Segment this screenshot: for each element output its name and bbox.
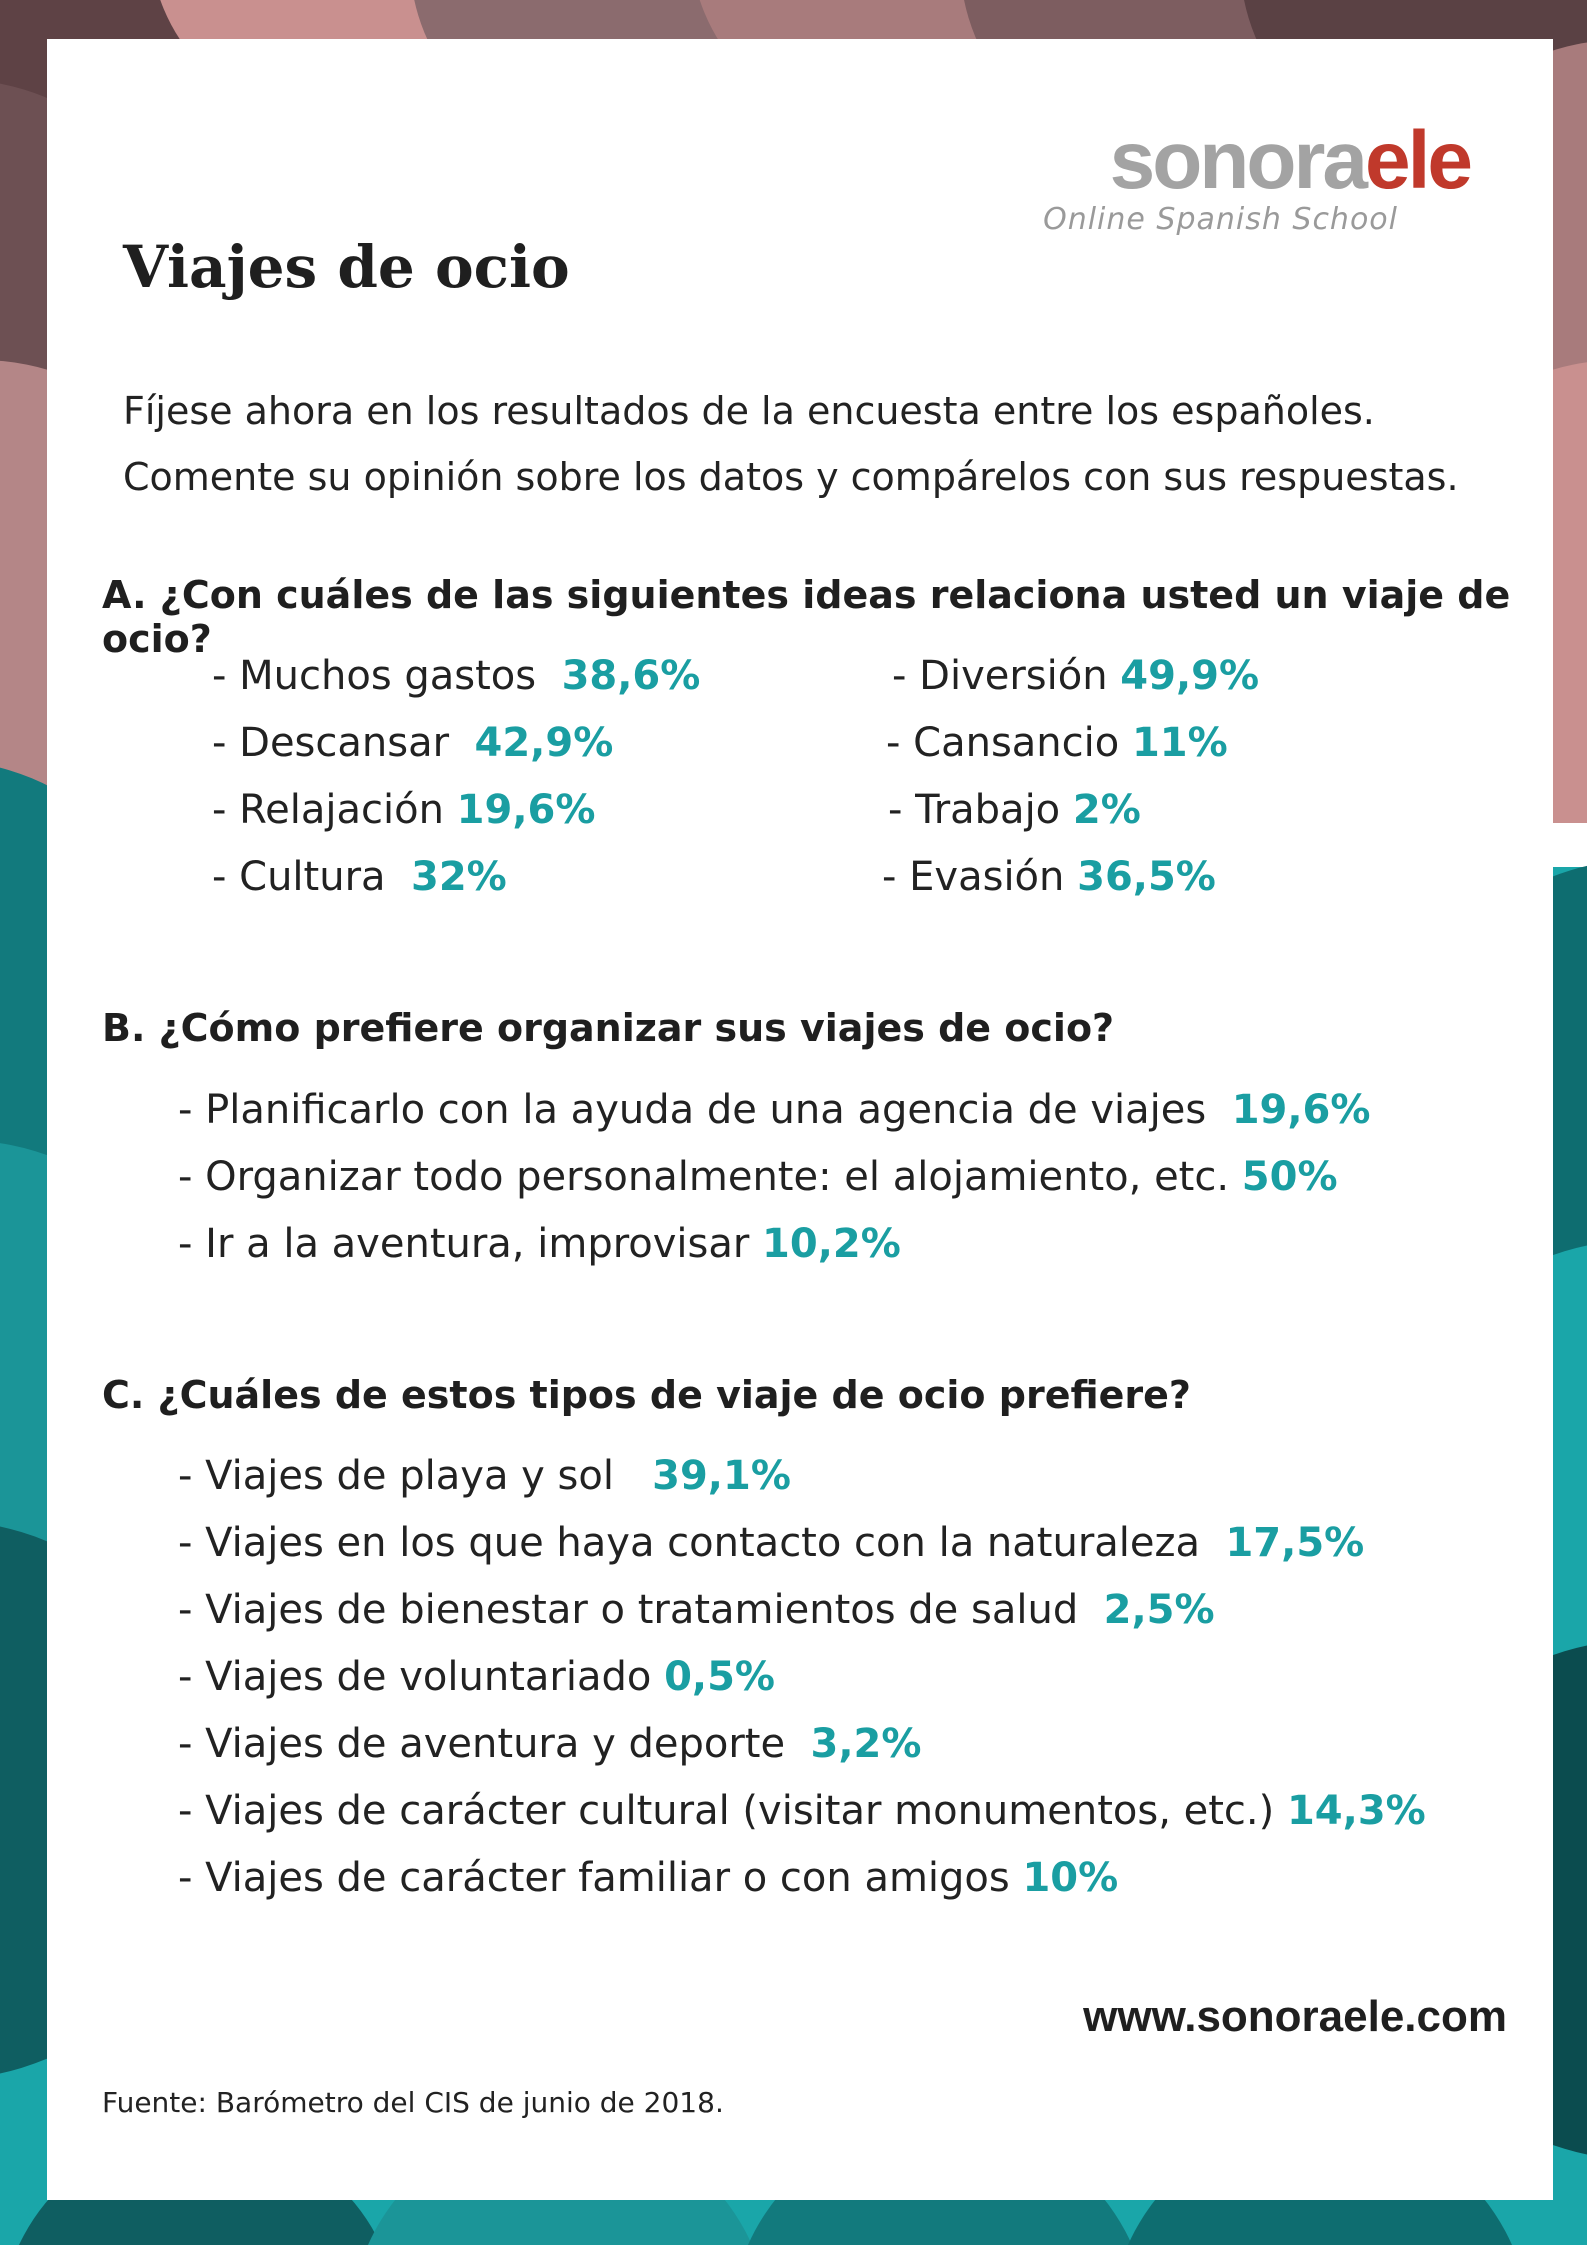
list-item: - Viajes de carácter familiar o con amigos 10% xyxy=(178,1855,1119,1901)
percentage: 2% xyxy=(1072,787,1141,833)
logo-wordmark: sonoraele xyxy=(1109,115,1470,206)
percentage: 19,6% xyxy=(456,787,596,833)
list-item: - Viajes de carácter cultural (visitar monumentos, etc.) 14,3% xyxy=(178,1788,1426,1834)
list-item: - Planificarlo con la ayuda de una agencia de viajes 19,6% xyxy=(178,1087,1371,1133)
intro-text xyxy=(123,378,1523,510)
sonoraele-logo xyxy=(1000,80,1470,250)
percentage: 36,5% xyxy=(1077,854,1216,900)
question-c: C. ¿Cuáles de estos tipos de viaje de ocio prefiere? xyxy=(102,1373,1191,1417)
list-item: - Viajes de voluntariado 0,5% xyxy=(178,1654,775,1700)
percentage: 2,5% xyxy=(1103,1587,1215,1633)
question-b: B. ¿Cómo prefiere organizar sus viajes de ocio? xyxy=(102,1006,1115,1050)
list-item: - Diversión 49,9% xyxy=(892,653,1260,699)
intro-line-1: Fíjese ahora en los resultados de la encuesta entre los españoles. xyxy=(123,389,1375,433)
list-item: - Evasión 36,5% xyxy=(882,854,1216,900)
percentage: 11% xyxy=(1131,720,1228,766)
percentage: 10,2% xyxy=(762,1221,901,1267)
percentage: 50% xyxy=(1241,1154,1338,1200)
list-item: - Viajes de aventura y deporte 3,2% xyxy=(178,1721,922,1767)
percentage: 38,6% xyxy=(561,653,701,699)
list-item: - Organizar todo personalmente: el alojamiento, etc. 50% xyxy=(178,1154,1338,1200)
percentage: 14,3% xyxy=(1286,1788,1426,1834)
percentage: 32% xyxy=(410,854,507,900)
list-item: - Muchos gastos 38,6% xyxy=(212,653,701,699)
list-item: - Ir a la aventura, improvisar 10,2% xyxy=(178,1221,901,1267)
percentage: 42,9% xyxy=(474,720,614,766)
intro-line-2: Comente su opinión sobre los datos y compárelos con sus respuestas. xyxy=(123,455,1459,499)
question-a: A. ¿Con cuáles de las siguientes ideas relaciona usted un viaje de ocio? xyxy=(102,573,1511,661)
list-item: - Viajes de bienestar o tratamientos de salud 2,5% xyxy=(178,1587,1215,1633)
website-link[interactable]: www.sonoraele.com xyxy=(1083,1992,1507,2041)
page-title: Viajes de ocio xyxy=(123,233,570,301)
percentage: 19,6% xyxy=(1231,1087,1371,1133)
list-item: - Viajes de playa y sol 39,1% xyxy=(178,1453,791,1499)
source-note: Fuente: Barómetro del CIS de junio de 2018. xyxy=(102,2086,724,2119)
percentage: 49,9% xyxy=(1120,653,1260,699)
list-item: - Trabajo 2% xyxy=(888,787,1141,833)
list-item: - Descansar 42,9% xyxy=(212,720,614,766)
list-item: - Relajación 19,6% xyxy=(212,787,596,833)
percentage: 17,5% xyxy=(1225,1520,1365,1566)
list-item: - Viajes en los que haya contacto con la naturaleza 17,5% xyxy=(178,1520,1365,1566)
percentage: 3,2% xyxy=(810,1721,922,1767)
list-item: - Cultura 32% xyxy=(212,854,507,900)
percentage: 10% xyxy=(1022,1855,1119,1901)
list-item: - Cansancio 11% xyxy=(886,720,1228,766)
percentage: 39,1% xyxy=(652,1453,791,1499)
percentage: 0,5% xyxy=(664,1654,775,1700)
logo-tagline: Online Spanish School xyxy=(1043,202,1398,237)
